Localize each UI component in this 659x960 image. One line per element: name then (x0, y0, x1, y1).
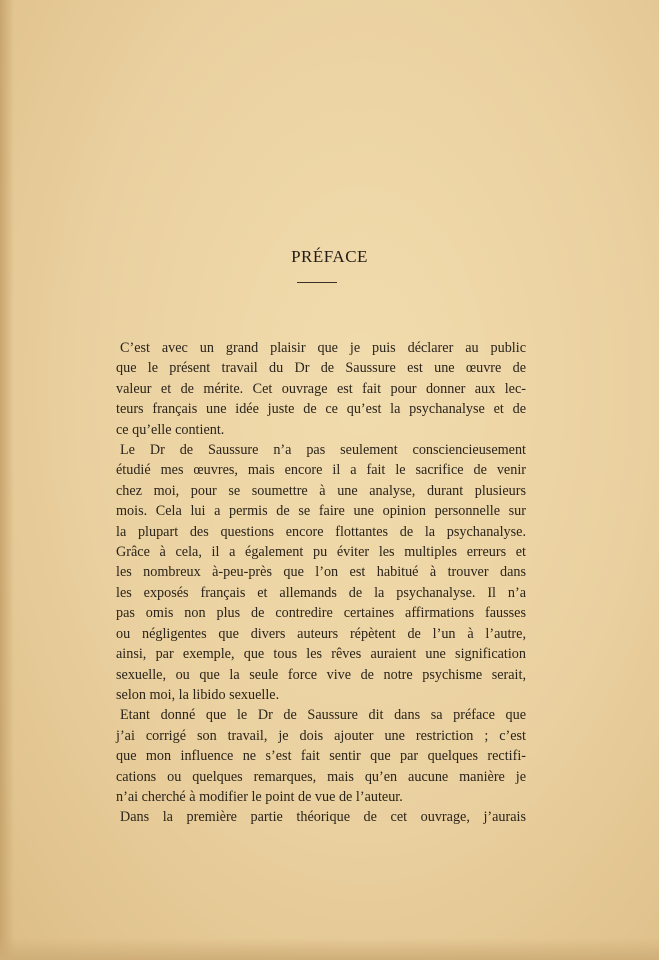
text-line: selon moi, la libido sexuelle. (116, 686, 280, 703)
text-line: ainsi, par exemple, que tous les rêves auraient une signification (116, 646, 526, 663)
text-line: les exposés français et allemands de la psychanalyse. Il n’a (116, 584, 526, 601)
text-line: sexuelle, ou que la seule force vive de notre psychisme serait, (116, 666, 526, 683)
text-line: teurs français une idée juste de ce qu’est la psychanalyse et de (116, 401, 526, 418)
text-line: que mon influence ne s’est fait sentir que par quelques rectifi- (116, 748, 526, 765)
preface-body (116, 338, 526, 828)
text-line: C’est avec un grand plaisir que je puis déclarer au public (120, 340, 526, 356)
text-line: Grâce à cela, il a également pu éviter les multiples erreurs et (116, 544, 526, 561)
text-line: ce qu’elle contient. (116, 421, 225, 438)
text-line: j’ai corrigé son travail, je dois ajouter une restriction ; c’est (116, 727, 526, 744)
text-line: mois. Cela lui a permis de se faire une opinion personnelle sur (116, 503, 526, 520)
text-line: n’ai cherché à modifier le point de vue de l’auteur. (116, 788, 403, 805)
page-title: PRÉFACE (291, 247, 368, 266)
text-line: Le Dr de Saussure n’a pas seulement consciencieusement (120, 442, 526, 459)
text-line: la plupart des questions encore flottantes de la psychanalyse. (116, 523, 526, 540)
text-line: cations ou quelques remarques, mais qu’en aucune manière je (116, 768, 526, 785)
text-line: valeur et de mérite. Cet ouvrage est fait pour donner aux lec- (116, 380, 526, 397)
text-line: Dans la première partie théorique de cet ouvrage, j’aurais (120, 809, 526, 826)
text-line: pas omis non plus de contredire certaines affirmations fausses (116, 605, 526, 622)
text-line: Etant donné que le Dr de Saussure dit dans sa préface que (120, 707, 526, 724)
text-line: étudié mes œuvres, mais encore il a fait le sacrifice de venir (116, 462, 526, 479)
text-line: que le présent travail du Dr de Saussure est une œuvre de (116, 360, 526, 377)
text-line: les nombreux à-peu-près que l’on est habitué à trouver dans (116, 564, 526, 581)
text-line: chez moi, pour se soumettre à une analyse, durant plusieurs (116, 482, 526, 499)
title-divider (297, 282, 337, 283)
text-line: ou négligentes que divers auteurs répètent de l’un à l’autre, (116, 625, 526, 642)
